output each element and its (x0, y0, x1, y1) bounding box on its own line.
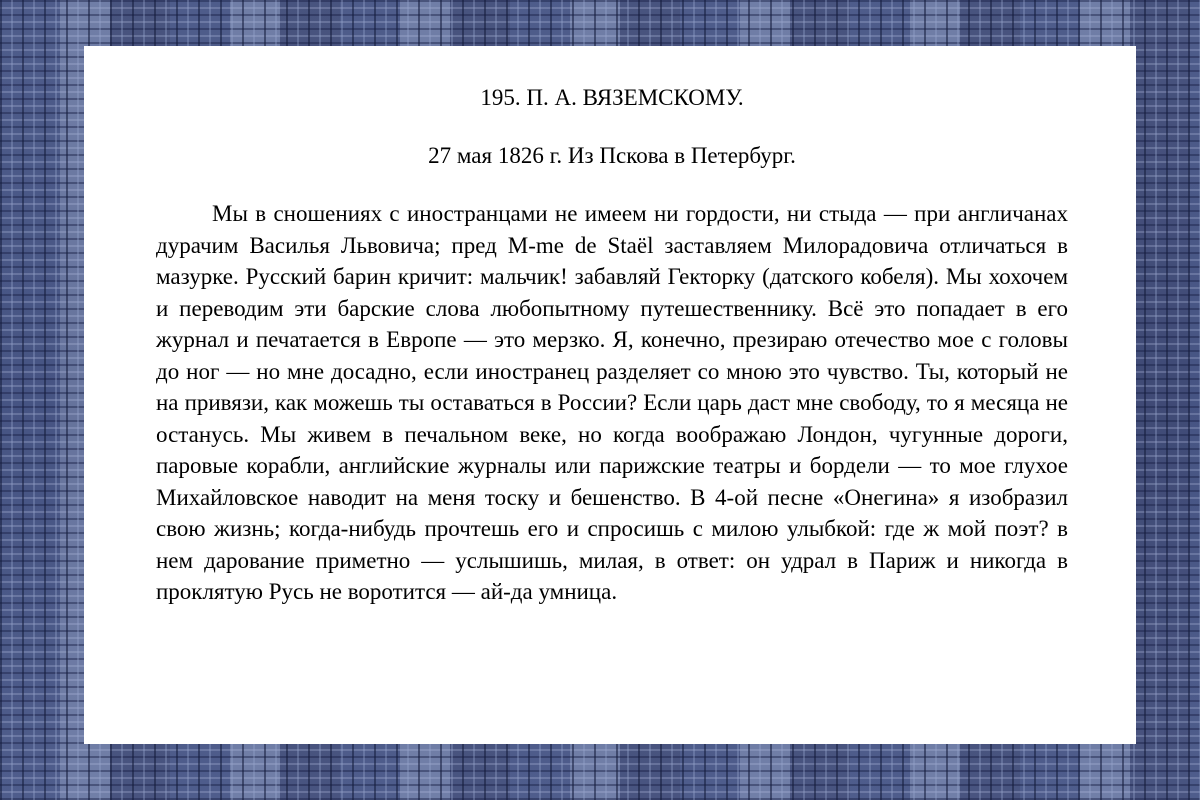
letter-body-text: Мы в сношениях с иностранцами не имеем ни гордости, ни стыда — при англичанах дурачим Василья Львовича; пред M-me de Staël заставляем Милорадовича отличаться в мазурке. Русский барин кричит: мальчик! забавляй Гекторку (датского кобеля). Мы хохочем и переводим эти барские слова любопытному путешественнику. Всё это попадает в его журнал и печатается в Европе — это мерзко. Я, конечно, презираю отечество мое с головы до ног — но мне досадно, если иностранец разделяет со мною это чувство. Ты, который не на привязи, как можешь ты оставаться в России? Если царь даст мне свободу, то я месяца не останусь. Мы живем в печальном веке, но когда воображаю Лондон, чугунные дороги, паровые корабли, английские журналы или парижские театры и бордели — то мое глухое Михайловское наводит на меня тоску и бешенство. В 4-ой песне «Онегина» я изобразил свою жизнь; когда-нибудь прочтешь его и спросишь с милою улыбкой: где ж мой поэт? в нем дарование приметно — услышишь, милая, в ответ: он удрал в Париж и никогда в проклятую Русь не воротится — ай-да умница. (156, 201, 1068, 604)
letter-page (84, 46, 1136, 744)
letter-date-line: 27 мая 1826 г. Из Пскова в Петербург. (428, 143, 796, 168)
letter-title: 195. П. А. ВЯЗЕМСКОМУ. (480, 85, 744, 110)
